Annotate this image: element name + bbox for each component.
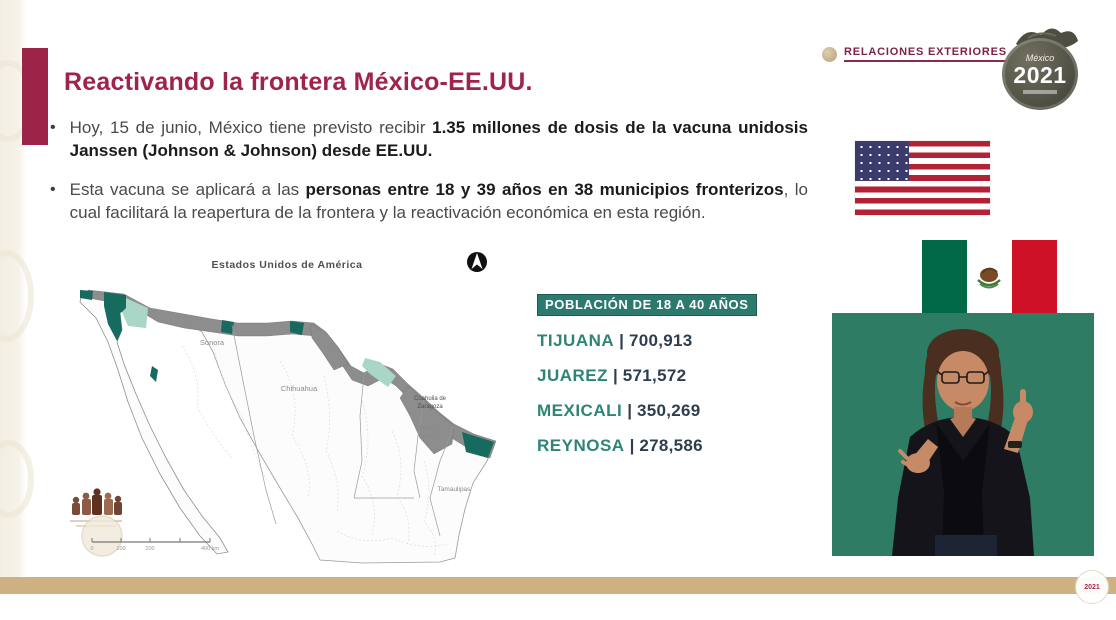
map-label-coahuila-1: Coahuila de <box>413 396 447 402</box>
population-row-juarez <box>537 366 767 386</box>
north-compass-icon <box>467 252 487 272</box>
population-row-reynosa <box>537 436 767 456</box>
separator: | <box>629 436 635 455</box>
us-flag-canton <box>855 141 909 181</box>
mexico-flag-white <box>967 240 1012 313</box>
map-usa-label: Estados Unidos de América <box>211 259 363 271</box>
separator: | <box>619 331 624 350</box>
footer-seal-logo <box>1075 570 1109 604</box>
city-name: JUAREZ <box>537 366 609 385</box>
city-value: 571,572 <box>622 366 687 385</box>
city-name: TIJUANA <box>537 331 615 350</box>
footer-gold-bar <box>0 577 1116 594</box>
badge-sub-mark <box>1023 90 1057 94</box>
relaciones-exteriores-logo <box>822 46 1007 62</box>
population-header-badge: POBLACIÓN DE 18 A 40 AÑOS <box>537 294 757 316</box>
sre-seal-icon <box>822 47 837 62</box>
interpreter-figure <box>832 313 1094 556</box>
title-accent-bar <box>22 48 48 145</box>
city-value: 350,269 <box>637 401 701 420</box>
scale-tick-400: 400 km <box>200 546 220 552</box>
map-label-chihuahua: Chihuahua <box>280 384 318 393</box>
map-label-nuevo-leon-2: León <box>420 433 436 440</box>
separator: | <box>613 366 618 385</box>
map-label-sonora: Sonora <box>199 338 225 347</box>
footer-seal-text: 2021 <box>1084 583 1100 591</box>
mexico-flag-green <box>922 240 967 313</box>
bullet-item <box>50 178 808 224</box>
badge-year: 2021 <box>1013 62 1067 88</box>
border-municipalities-map <box>62 246 514 568</box>
population-row-tijuana <box>537 331 767 351</box>
bullet-text: Esta vacuna se aplicará a las personas entre 18 y 39 años en 38 municipios fronterizos, lo cual facilitará la reapertura de la frontera y la reactivación económica en esta región. <box>69 180 808 222</box>
city-value: 278,586 <box>639 436 703 455</box>
city-value: 700,913 <box>628 331 693 350</box>
bullet-list <box>50 116 808 240</box>
map-label-coahuila-2: Zaragoza <box>417 404 443 410</box>
population-panel <box>537 294 767 456</box>
mexico-flag-red <box>1012 240 1057 313</box>
bullet-item <box>50 116 808 162</box>
map-label-nuevo-leon-1: Nuevo <box>418 425 438 432</box>
scale-tick-0: 0 <box>90 546 94 552</box>
bullet-text: Hoy, 15 de junio, México tiene previsto recibir 1.35 millones de dosis de la vacuna unidosis Janssen (Johnson & Johnson) desde EE.UU. <box>69 118 808 160</box>
bullet-dot: • <box>50 119 56 136</box>
city-name: MEXICALI <box>537 401 623 420</box>
badge-top-text: México <box>1025 53 1055 63</box>
mexico-2021-badge <box>1000 24 1084 114</box>
bullet-dot: • <box>50 181 56 198</box>
mexico-coat-of-arms-icon <box>972 260 1006 294</box>
map-label-tamaulipas: Tamaulipas <box>437 486 471 493</box>
badge-circle <box>1002 38 1078 110</box>
separator: | <box>627 401 632 420</box>
city-name: REYNOSA <box>537 436 625 455</box>
ministry-name: RELACIONES EXTERIORES <box>844 46 1007 62</box>
scale-tick-200: 200 <box>145 546 155 552</box>
scale-tick-100: 100 <box>116 546 126 552</box>
sign-language-interpreter-video <box>832 313 1094 556</box>
page-title: Reactivando la frontera México-EE.UU. <box>64 68 533 96</box>
us-flag <box>855 141 990 215</box>
mexico-flag <box>922 240 1057 313</box>
population-row-mexicali <box>537 401 767 421</box>
